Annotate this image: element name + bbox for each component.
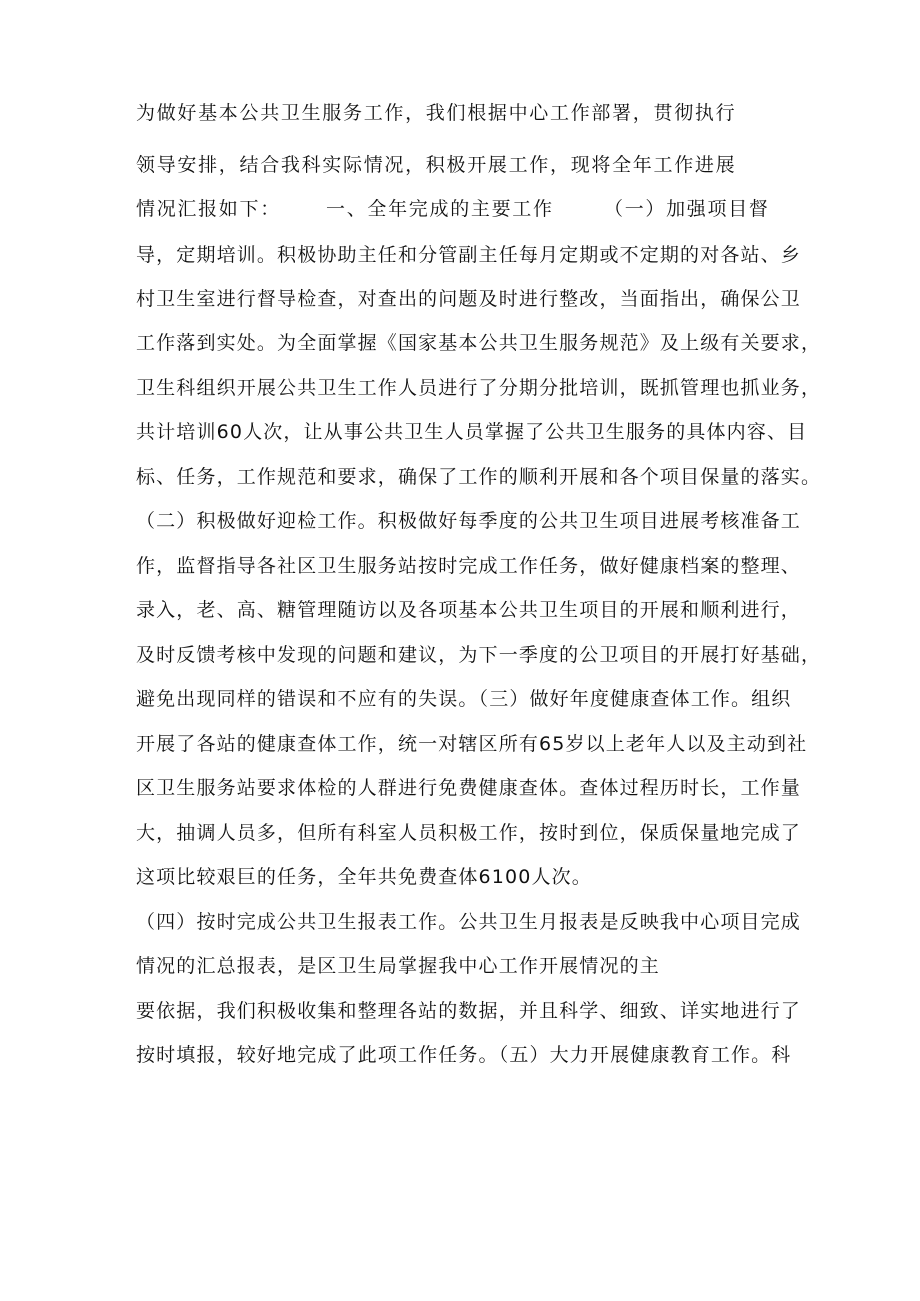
text-line: 这项比较艰巨的任务，全年共免费查体6100人次。 — [136, 866, 592, 888]
text-line: 区卫生服务站要求体检的人群进行免费健康查体。查体过程历时长，工作量 — [136, 777, 801, 799]
text-line: 卫生科组织开展公共卫生工作人员进行了分期分批培训，既抓管理也抓业务， — [136, 377, 822, 399]
text-line: 录入，老、高、糖管理随访以及各项基本公共卫生项目的开展和顺利进行， — [136, 599, 801, 621]
text-line: 及时反馈考核中发现的问题和建议，为下一季度的公卫项目的开展打好基础， — [136, 644, 822, 666]
text-line: 村卫生室进行督导检查，对查出的问题及时进行整改，当面指出，确保公卫 — [136, 288, 801, 310]
text-line: （二）积极做好迎检工作。积极做好每季度的公共卫生项目进展考核准备工 — [136, 510, 801, 532]
text-line: 情况的汇总报表，是区卫生局掌握我中心工作开展情况的主 — [136, 955, 660, 977]
text-line: 工作落到实处。为全面掌握《国家基本公共卫生服务规范》及上级有关要求， — [136, 332, 822, 354]
text-line: 避免出现同样的错误和不应有的失误。（三）做好年度健康查体工作。组织 — [136, 688, 792, 710]
text-line: 导，定期培训。积极协助主任和分管副主任每月定期或不定期的对各站、乡 — [136, 244, 801, 266]
text-line: 标、任务，工作规范和要求，确保了工作的顺利开展和各个项目保量的落实。 — [136, 466, 822, 488]
subsection-heading: （一）加强项目督 — [604, 198, 770, 220]
text-segment: 情况汇报如下： — [136, 198, 281, 220]
text-line: 大，抽调人员多，但所有科室人员积极工作，按时到位，保质保量地完成了 — [136, 822, 801, 844]
text-line: （四）按时完成公共卫生报表工作。公共卫生月报表是反映我中心项目完成 — [136, 911, 801, 933]
section-heading: 一、全年完成的主要工作 — [326, 198, 554, 220]
text-line: 为做好基本公共卫生服务工作，我们根据中心工作部署，贯彻执行 — [136, 102, 737, 124]
text-line: 按时填报，较好地完成了此项工作任务。（五）大力开展健康教育工作。科 — [136, 1044, 792, 1066]
text-line: 作，监督指导各社区卫生服务站按时完成工作任务，做好健康档案的整理、 — [136, 555, 801, 577]
text-line: 要依据，我们积极收集和整理各站的数据，并且科学、细致、详实地进行了 — [136, 1000, 801, 1022]
text-line: 开展了各站的健康查体工作，统一对辖区所有65岁以上老年人以及主动到社 — [136, 733, 808, 755]
text-line: 领导安排，结合我科实际情况，积极开展工作，现将全年工作进展 — [136, 154, 737, 176]
text-line: 共计培训60人次，让从事公共卫生人员掌握了公共卫生服务的具体内容、目 — [136, 421, 808, 443]
